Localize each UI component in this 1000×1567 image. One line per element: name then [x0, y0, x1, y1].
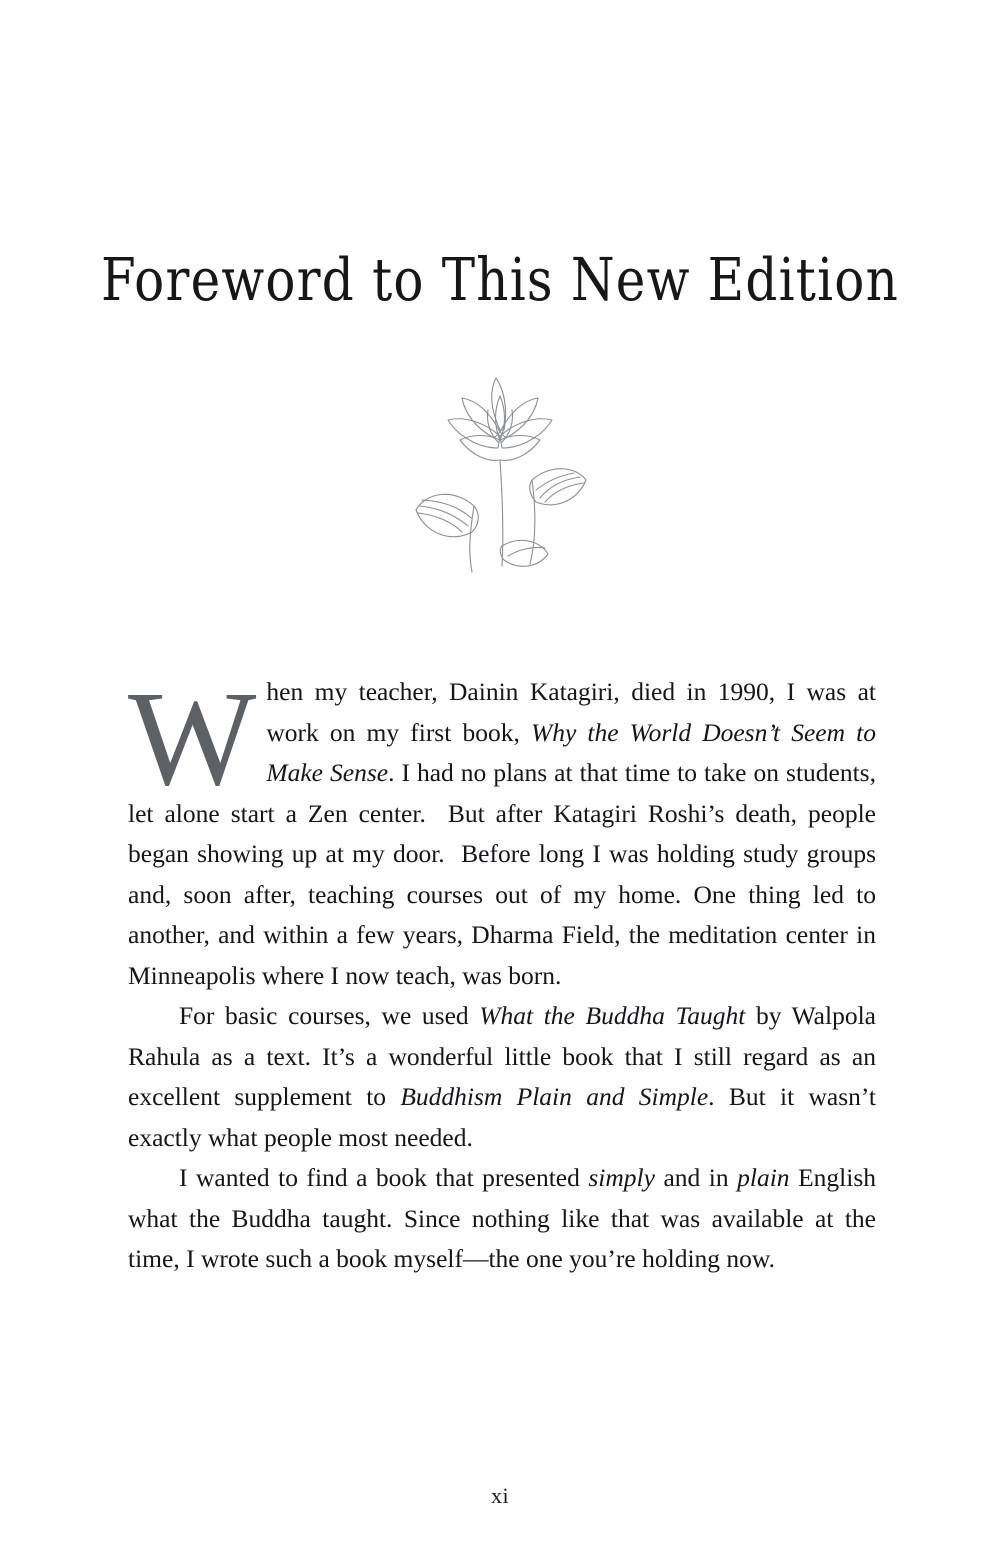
drop-cap: W — [128, 664, 257, 814]
book-title-buddhism-plain-and-simple: Buddhism Plain and Simple — [400, 1082, 709, 1111]
page-number: xi — [490, 1483, 510, 1508]
book-title-why-the-world: Why the World Doesn’t Seem to Make Sense — [266, 717, 876, 787]
lotus-flower-ornament — [0, 360, 1000, 590]
page-title: Foreword to This New Edition — [101, 245, 899, 314]
paragraph-2: For basic courses, we used What the Buddha Taught by Walpola Rahula as a text. It’s a wonderful little book that I still regard as an excellent supplement to Buddhism Plain and Simple. But it wasn’t exactly what people most needed. — [128, 1001, 876, 1152]
emphasis-plain: plain — [737, 1163, 790, 1192]
foreword-body — [128, 664, 876, 1280]
book-title-what-the-buddha-taught: What the Buddha Taught — [479, 1001, 746, 1030]
paragraph-3: I wanted to find a book that presented simply and in plain English what the Buddha taught. Since nothing like that was available at the time, I wrote such a book myself—the one you’re holding now. — [128, 1163, 876, 1273]
paragraph-1: When my teacher, Dainin Katagiri, died in 1990, I was at work on my first book, Why the World Doesn’t Seem to Make Sense. I had no plans at that time to take on students, let alone start a Zen center. But after Katagiri Roshi’s death, people began showing up at my door. Before long I was holding study groups and, soon after, teaching courses out of my home. One thing led to another, and within a few years, Dharma Field, the meditation center in Minneapolis where I now teach, was born. — [128, 664, 876, 990]
emphasis-simply: simply — [588, 1163, 655, 1192]
